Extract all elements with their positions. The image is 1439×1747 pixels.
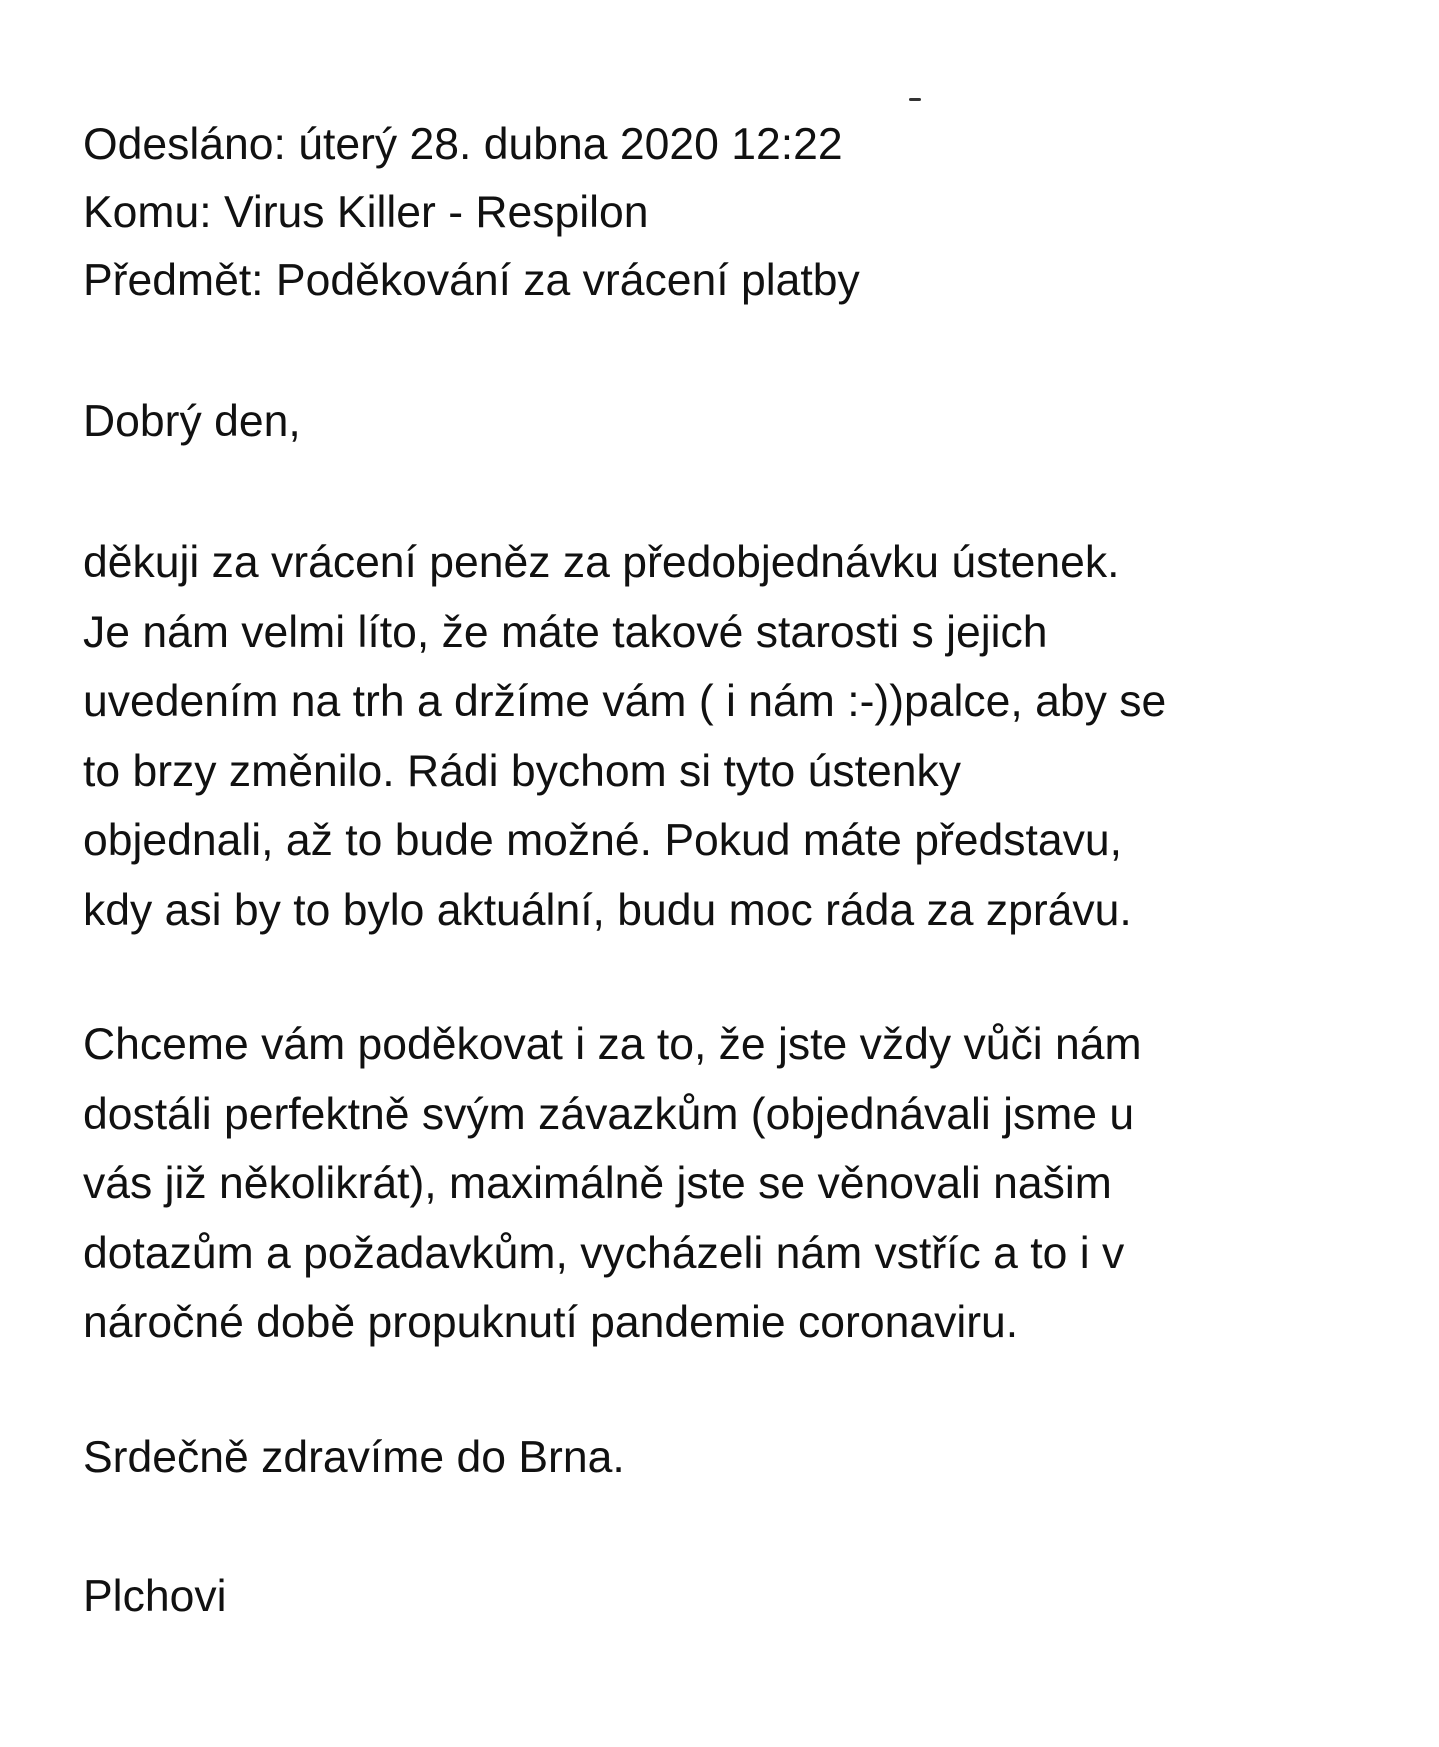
paragraph-line: to brzy změnilo. Rádi bychom si tyto ústenky bbox=[83, 746, 961, 796]
paragraph-line: dotazům a požadavkům, vycházeli nám vstříc a to i v bbox=[83, 1228, 1125, 1278]
recipient-line: Komu: Virus Killer - Respilon bbox=[83, 188, 649, 237]
paragraph-line: Chceme vám poděkovat i za to, že jste vždy vůči nám bbox=[83, 1020, 1142, 1069]
paragraph-line: Je nám velmi líto, že máte takové starosti s jejich bbox=[83, 607, 1048, 657]
email-header bbox=[83, 111, 860, 315]
paragraph-line: objednali, až to bude možné. Pokud máte představu, bbox=[83, 816, 1122, 865]
paragraph-appreciation bbox=[83, 1010, 1142, 1358]
paragraph-line: kdy asi by to bylo aktuální, budu moc ráda za zprávu. bbox=[83, 885, 1132, 935]
paragraph-line: náročné době propuknutí pandemie coronaviru. bbox=[83, 1298, 1019, 1347]
closing-line: Srdečně zdravíme do Brna. bbox=[83, 1433, 625, 1482]
top-edge-mark bbox=[909, 98, 921, 101]
greeting: Dobrý den, bbox=[83, 397, 301, 446]
paragraph-line: děkuji za vrácení peněz za předobjednávku ústenek. bbox=[83, 538, 1120, 587]
sent-line: Odesláno: úterý 28. dubna 2020 12:22 bbox=[83, 120, 843, 169]
paragraph-line: dostáli perfektně svým závazkům (objednávali jsme u bbox=[83, 1089, 1135, 1139]
paragraph-line: vás již několikrát), maximálně jste se věnovali našim bbox=[83, 1159, 1112, 1208]
paragraph-line: uvedením na trh a držíme vám ( i nám :-))palce, aby se bbox=[83, 677, 1167, 726]
signature: Plchovi bbox=[83, 1572, 227, 1621]
subject-line: Předmět: Poděkování za vrácení platby bbox=[83, 256, 860, 305]
paragraph-refund-thanks bbox=[83, 528, 1166, 945]
